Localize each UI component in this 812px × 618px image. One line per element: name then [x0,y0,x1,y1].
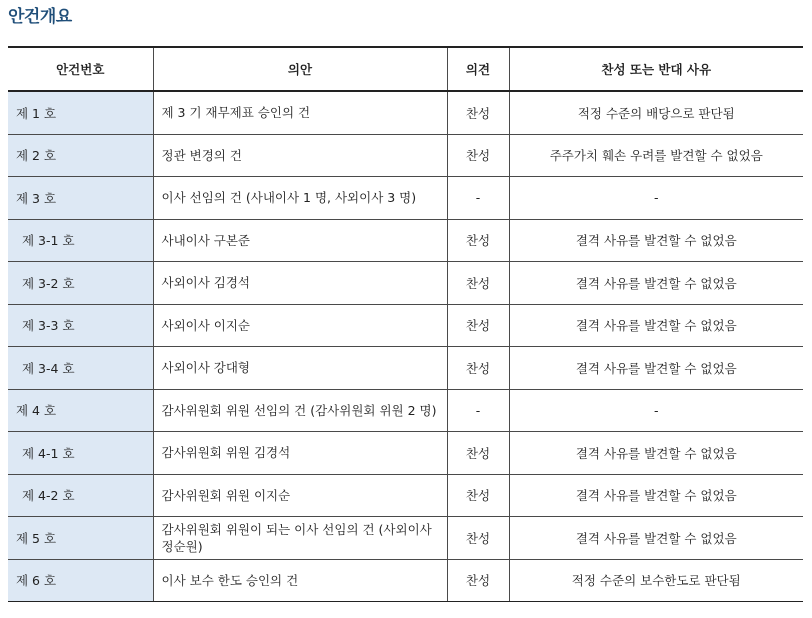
agenda-item-cell: 이사 선임의 건 (사내이사 1 명, 사외이사 3 명) [153,177,447,220]
table-row [8,517,803,560]
header-agenda-item: 의안 [153,47,447,91]
opinion-cell: - [447,389,509,432]
header-opinion: 의견 [447,47,509,91]
agenda-item-cell: 정관 변경의 건 [153,134,447,177]
table-row [8,91,803,134]
opinion-cell: 찬성 [447,134,509,177]
agenda-number-cell: 제 5 호 [8,517,153,560]
table-header-row [8,47,803,91]
agenda-number-cell: 제 3-4 호 [8,347,153,390]
reason-cell: - [509,177,803,220]
agenda-number-cell: 제 4 호 [8,389,153,432]
agenda-item-cell: 제 3 기 재무제표 승인의 건 [153,91,447,134]
table-row [8,474,803,517]
opinion-cell: 찬성 [447,347,509,390]
reason-cell: 결격 사유를 발견할 수 없었음 [509,432,803,475]
opinion-cell: 찬성 [447,517,509,560]
agenda-item-cell: 감사위원회 위원 선임의 건 (감사위원회 위원 2 명) [153,389,447,432]
agenda-number-cell: 제 3-1 호 [8,219,153,262]
opinion-cell: 찬성 [447,304,509,347]
table-row [8,347,803,390]
agenda-number-cell: 제 3-3 호 [8,304,153,347]
reason-cell: 적정 수준의 배당으로 판단됨 [509,91,803,134]
opinion-cell: 찬성 [447,262,509,305]
agenda-number-cell: 제 3 호 [8,177,153,220]
agenda-number-cell: 제 4-1 호 [8,432,153,475]
agenda-item-cell: 감사위원회 위원 이지순 [153,474,447,517]
table-row [8,177,803,220]
agenda-item-cell: 감사위원회 위원이 되는 이사 선임의 건 (사외이사 정순원) [153,517,447,560]
table-row [8,559,803,602]
agenda-item-cell: 사외이사 이지순 [153,304,447,347]
agenda-table [8,46,803,602]
reason-cell: 결격 사유를 발견할 수 없었음 [509,262,803,305]
opinion-cell: 찬성 [447,432,509,475]
reason-cell: 결격 사유를 발견할 수 없었음 [509,304,803,347]
table-row [8,134,803,177]
header-reason: 찬성 또는 반대 사유 [509,47,803,91]
reason-cell: 적정 수준의 보수한도로 판단됨 [509,559,803,602]
table-row [8,389,803,432]
agenda-item-cell: 사외이사 김경석 [153,262,447,305]
section-title: 안건개요 [8,7,72,27]
opinion-cell: - [447,177,509,220]
reason-cell: - [509,389,803,432]
agenda-number-cell: 제 4-2 호 [8,474,153,517]
agenda-number-cell: 제 1 호 [8,91,153,134]
table-row [8,432,803,475]
reason-cell: 결격 사유를 발견할 수 없었음 [509,219,803,262]
table-row [8,219,803,262]
agenda-item-cell: 감사위원회 위원 김경석 [153,432,447,475]
reason-cell: 결격 사유를 발견할 수 없었음 [509,474,803,517]
agenda-item-cell: 이사 보수 한도 승인의 건 [153,559,447,602]
opinion-cell: 찬성 [447,474,509,517]
header-agenda-number: 안건번호 [8,47,153,91]
reason-cell: 결격 사유를 발견할 수 없었음 [509,347,803,390]
agenda-number-cell: 제 2 호 [8,134,153,177]
agenda-number-cell: 제 6 호 [8,559,153,602]
reason-cell: 주주가치 훼손 우려를 발견할 수 없었음 [509,134,803,177]
opinion-cell: 찬성 [447,219,509,262]
table-row [8,304,803,347]
agenda-item-cell: 사외이사 강대형 [153,347,447,390]
reason-cell: 결격 사유를 발견할 수 없었음 [509,517,803,560]
agenda-number-cell: 제 3-2 호 [8,262,153,305]
opinion-cell: 찬성 [447,559,509,602]
agenda-item-cell: 사내이사 구본준 [153,219,447,262]
opinion-cell: 찬성 [447,91,509,134]
table-row [8,262,803,305]
